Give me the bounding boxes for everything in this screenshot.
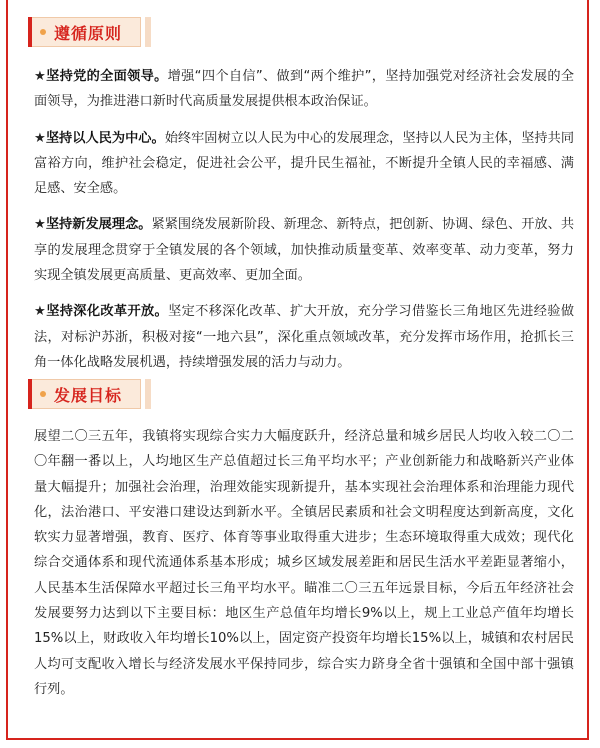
principle-text: 坚定不移深化改革、扩大开放，充分学习借鉴长三角地区先进经验做法，对标沪苏浙，积极对接“一地六县”，深化重点领域改革，充分发挥市场作用，抢抓长三角一体化战略发展机遇，持续增强发展的活力与动力。 (34, 304, 575, 370)
star-icon: ★ (34, 130, 46, 146)
header-label-box (32, 17, 141, 47)
header-label-box (32, 379, 141, 409)
section-title: 发展目标 (54, 385, 123, 405)
principle-title: 坚持新发展理念。 (45, 217, 152, 233)
principle-text: 紧紧围绕发展新阶段、新理念、新特点，把创新、协调、绿色、开放、共享的发展理念贯穿于全镇发展的各个领域，加快推动质量变革、效率变革、动力变革，努力实现全镇发展更高质量、更高效率、更加全面。 (34, 217, 575, 284)
star-icon: ★ (34, 217, 46, 233)
principle-paragraph (34, 64, 574, 115)
principles-content (34, 64, 574, 386)
header-tail-decoration (145, 17, 151, 47)
principle-paragraph (34, 212, 574, 288)
section-header-principles (28, 14, 151, 50)
goals-content (34, 424, 574, 713)
star-icon: ★ (34, 304, 47, 320)
principle-title: 坚持深化改革开放。 (46, 304, 169, 320)
principle-text: 始终牢固树立以人民为中心的发展理念，坚持以人民为主体，坚持共同富裕方向，维护社会稳定，促进社会公平，提升民生福祉，不断提升全镇人民的幸福感、满足感、安全感。 (34, 130, 575, 197)
principle-paragraph (34, 126, 574, 202)
goals-paragraph: 展望二〇三五年，我镇将实现综合实力大幅度跃升，经济总量和城乡居民人均收入较二〇二〇年翻一番以上，人均地区生产总值超过长三角平均水平；产业创新能力和战略新兴产业体量大幅提升；加强社会治理，治理效能实现新提升，基本实现社会治理体系和治理能力现代化，法治港口、平安港口建设达到新水平。全镇居民素质和社会文明程度达到新高度，文化软实力显著增强，教育、医疗、体育等事业取得重大进步；生态环境取得重大成效；现代化综合交通体系和现代流通体系基本形成；城乡区域发展差距和居民生活水平差距显著缩小，人民基本生活保障水平超过长三角平均水平。瞄准二〇三五年远景目标，今后五年经济社会发展要努力达到以下主要目标：地区生产总值年均增长9%以上，规上工业总产值年均增长15%以上，财政收入年均增长10%以上，固定资产投资年均增长15%以上，城镇和农村居民人均可支配收入增长与经济发展水平保持同步，综合实力跻身全省十强镇和全国中部十强镇行列。 (34, 429, 574, 697)
bullet-dot-icon (40, 29, 46, 35)
section-header-goals (28, 376, 151, 412)
section-title: 遵循原则 (54, 23, 123, 43)
star-icon: ★ (34, 69, 47, 84)
bullet-dot-icon (40, 391, 46, 397)
principle-text: 增强“四个自信”、做到“两个维护”，坚持加强党对经济社会发展的全面领导，为推进港口新时代高质量发展提供根本政治保证。 (34, 69, 575, 110)
principle-title: 坚持党的全面领导。 (46, 69, 168, 84)
principle-paragraph (34, 299, 574, 375)
principle-title: 坚持以人民为中心。 (45, 130, 165, 146)
header-tail-decoration (145, 379, 151, 409)
